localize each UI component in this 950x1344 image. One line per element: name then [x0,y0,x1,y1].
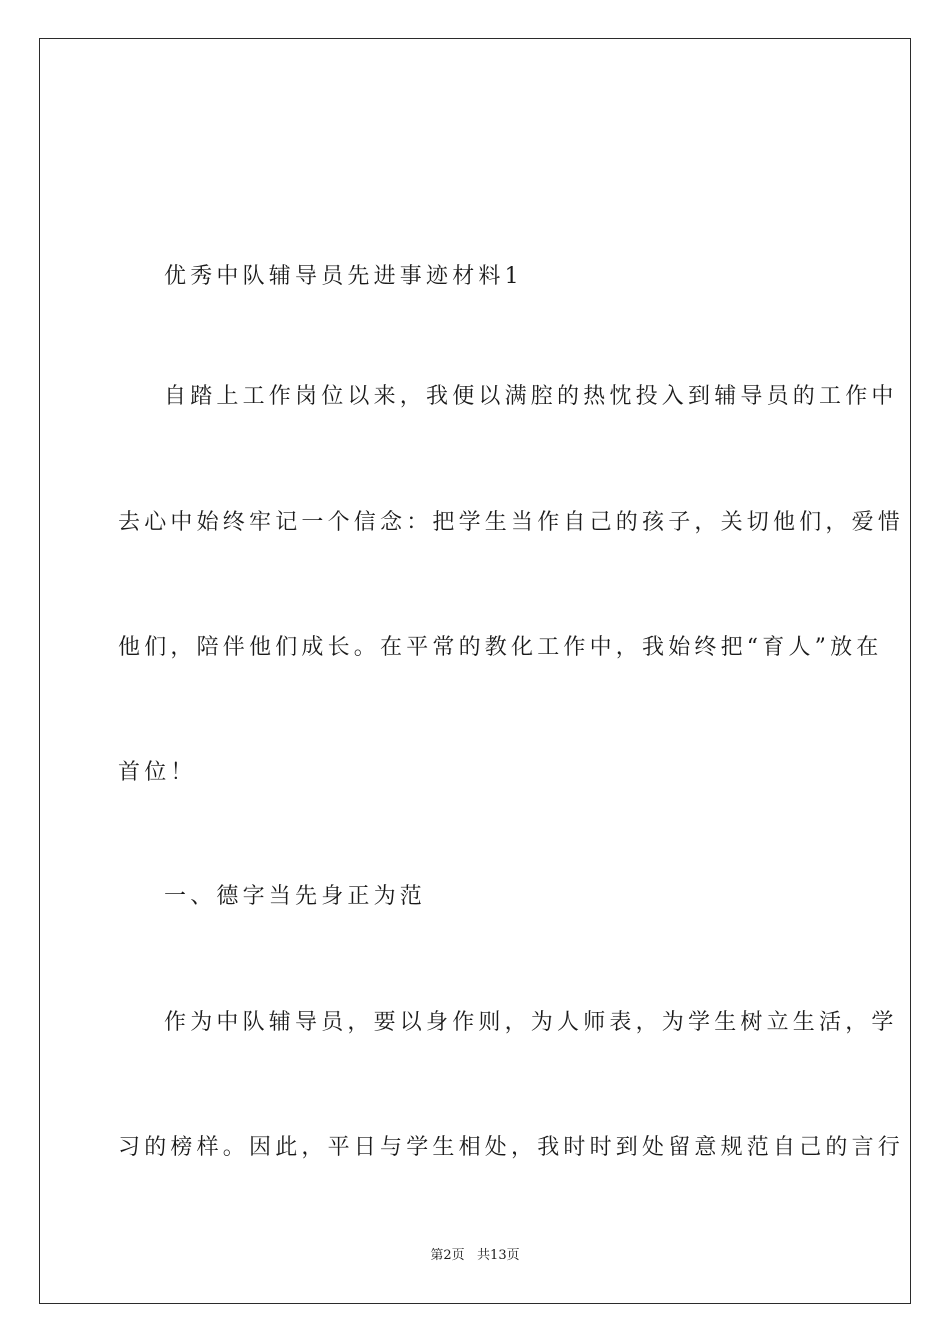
paragraph-line: 习的榜样。因此，平日与学生相处，我时时到处留意规范自己的言行 [118,1135,905,1160]
section-heading: 一、德字当先身正为范 [164,884,427,909]
paragraph-line: 自踏上工作岗位以来，我便以满腔的热忱投入到辅导员的工作中 [164,384,898,409]
page-number-footer: 第2页 共13页 [430,1248,520,1263]
document-title: 优秀中队辅导员先进事迹材料1 [164,264,523,289]
page-border [39,38,911,1304]
paragraph-line: 首位！ [118,760,197,785]
paragraph-line: 他们，陪伴他们成长。在平常的教化工作中，我始终把“育人”放在 [118,635,883,660]
paragraph-line: 去心中始终牢记一个信念：把学生当作自己的孩子，关切他们，爱惜 [118,510,905,535]
paragraph-line: 作为中队辅导员，要以身作则，为人师表，为学生树立生活，学 [164,1010,898,1035]
